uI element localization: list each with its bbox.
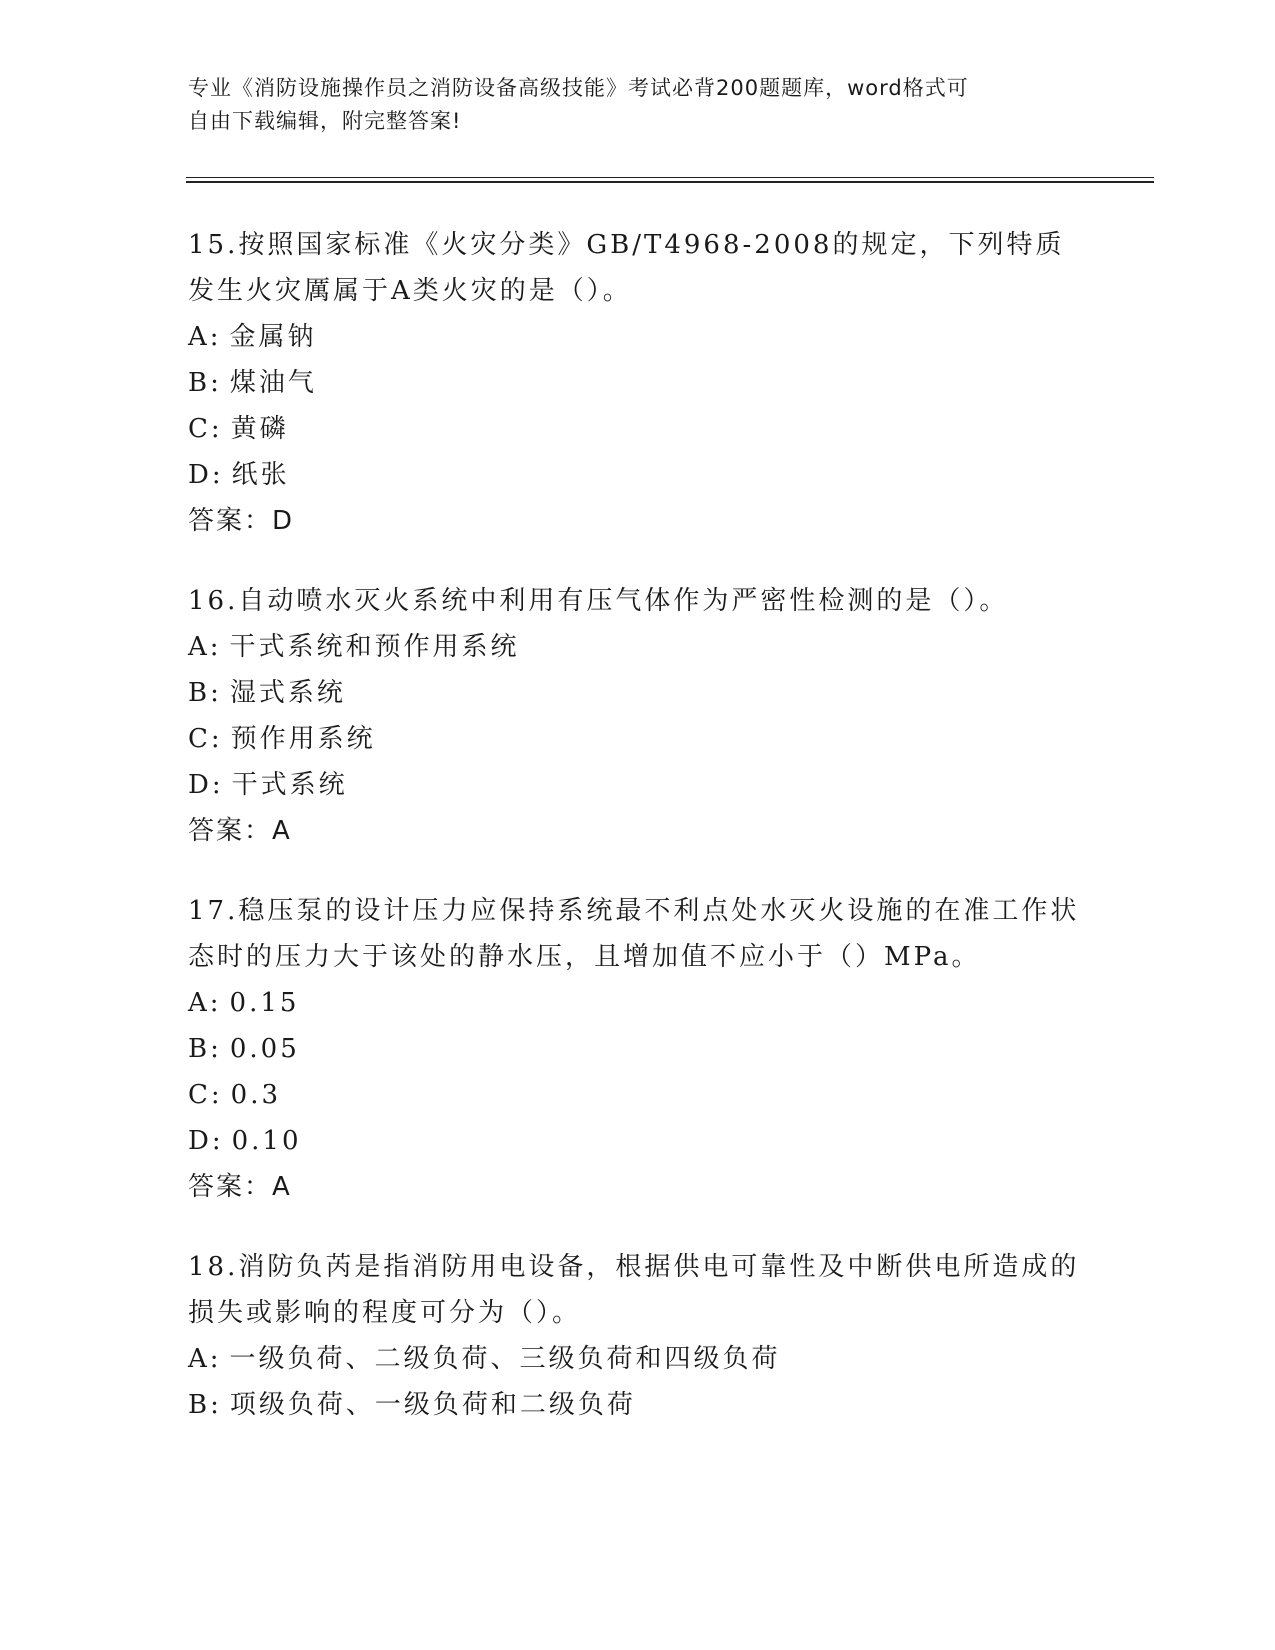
option-letter: A: [188, 322, 210, 352]
option-text: 一级负荷、二级负荷、三级负荷和四级负荷: [229, 1344, 781, 1374]
header-divider-thick: [186, 181, 1154, 183]
option-letter: C: [188, 414, 211, 444]
answer-label: 答案：: [188, 1172, 273, 1202]
header-line-2: 自由下载编辑，附完整答案!: [188, 109, 462, 133]
option-letter: A: [188, 1344, 210, 1374]
option-letter: B: [188, 1034, 211, 1064]
option-letter: C: [188, 1080, 211, 1110]
header-line-1: 专业《消防设施操作员之消防设备高级技能》考试必背200题题库，word格式可: [188, 76, 969, 100]
option-text: 金属钠: [229, 322, 317, 352]
answer-line: [188, 1164, 1088, 1210]
option-b: B: 项级负荷、一级负荷和二级负荷: [188, 1390, 636, 1420]
question-16: [188, 578, 1088, 854]
option-letter: B: [188, 678, 211, 708]
option-text: 黄磷: [230, 414, 289, 444]
answer-value: D: [272, 506, 295, 536]
option-a: A: 金属钠: [188, 322, 317, 352]
question-list: [188, 222, 1088, 1462]
option-text: 湿式系统: [229, 678, 346, 708]
answer-value: A: [272, 816, 292, 846]
option-d: D: 干式系统: [188, 770, 348, 800]
answer-line: [188, 808, 1088, 854]
option-c: C: 黄磷: [188, 414, 289, 444]
option-text: 干式系统: [231, 770, 348, 800]
option-a: A: 一级负荷、二级负荷、三级负荷和四级负荷: [188, 1344, 781, 1374]
option-letter: B: [188, 1390, 211, 1420]
option-text: 干式系统和预作用系统: [229, 632, 520, 662]
option-text: 纸张: [231, 460, 290, 490]
option-letter: D: [188, 460, 212, 490]
question-17: [188, 888, 1088, 1210]
option-letter: B: [188, 368, 211, 398]
option-letter: C: [188, 724, 211, 754]
option-text: 0.3: [230, 1080, 282, 1110]
question-18: [188, 1244, 1088, 1428]
question-15: [188, 222, 1088, 544]
option-letter: D: [188, 770, 212, 800]
option-a: A: 干式系统和预作用系统: [188, 632, 520, 662]
question-text: 16.自动喷水灭火系统中利用有压气体作为严密性检测的是（）。: [188, 586, 1009, 616]
question-text: 15.按照国家标准《火灾分类》GB/T4968-2008的规定，下列特质发生火灾厲属于A类火灾的是（）。: [188, 230, 1065, 306]
answer-line: [188, 498, 1088, 544]
option-letter: A: [188, 632, 210, 662]
option-letter: A: [188, 988, 210, 1018]
answer-label: 答案：: [188, 506, 273, 536]
option-text: 0.10: [231, 1126, 302, 1156]
option-text: 0.15: [229, 988, 300, 1018]
option-d: D: 纸张: [188, 460, 290, 490]
question-text: 17.稳压泵的设计压力应保持系统最不利点处水灭火设施的在准工作状态时的压力大于该处的静水压，且增加值不应小于（）MPa。: [188, 896, 1080, 972]
option-text: 预作用系统: [230, 724, 376, 754]
option-d: D: 0.10: [188, 1126, 302, 1156]
answer-label: 答案：: [188, 816, 273, 846]
option-b: B: 煤油气: [188, 368, 317, 398]
option-c: C: 预作用系统: [188, 724, 376, 754]
document-header: [188, 72, 1088, 138]
question-text: 18.消防负芮是指消防用电设备，根据供电可靠性及中断供电所造成的损失或影响的程度可分为（）。: [188, 1252, 1080, 1328]
option-text: 煤油气: [229, 368, 317, 398]
option-b: B: 湿式系统: [188, 678, 346, 708]
option-text: 项级负荷、一级负荷和二级负荷: [229, 1390, 636, 1420]
header-divider-thin: [186, 177, 1154, 178]
option-b: B: 0.05: [188, 1034, 300, 1064]
option-letter: D: [188, 1126, 212, 1156]
answer-value: A: [272, 1172, 292, 1202]
option-text: 0.05: [229, 1034, 300, 1064]
option-a: A: 0.15: [188, 988, 300, 1018]
option-c: C: 0.3: [188, 1080, 282, 1110]
